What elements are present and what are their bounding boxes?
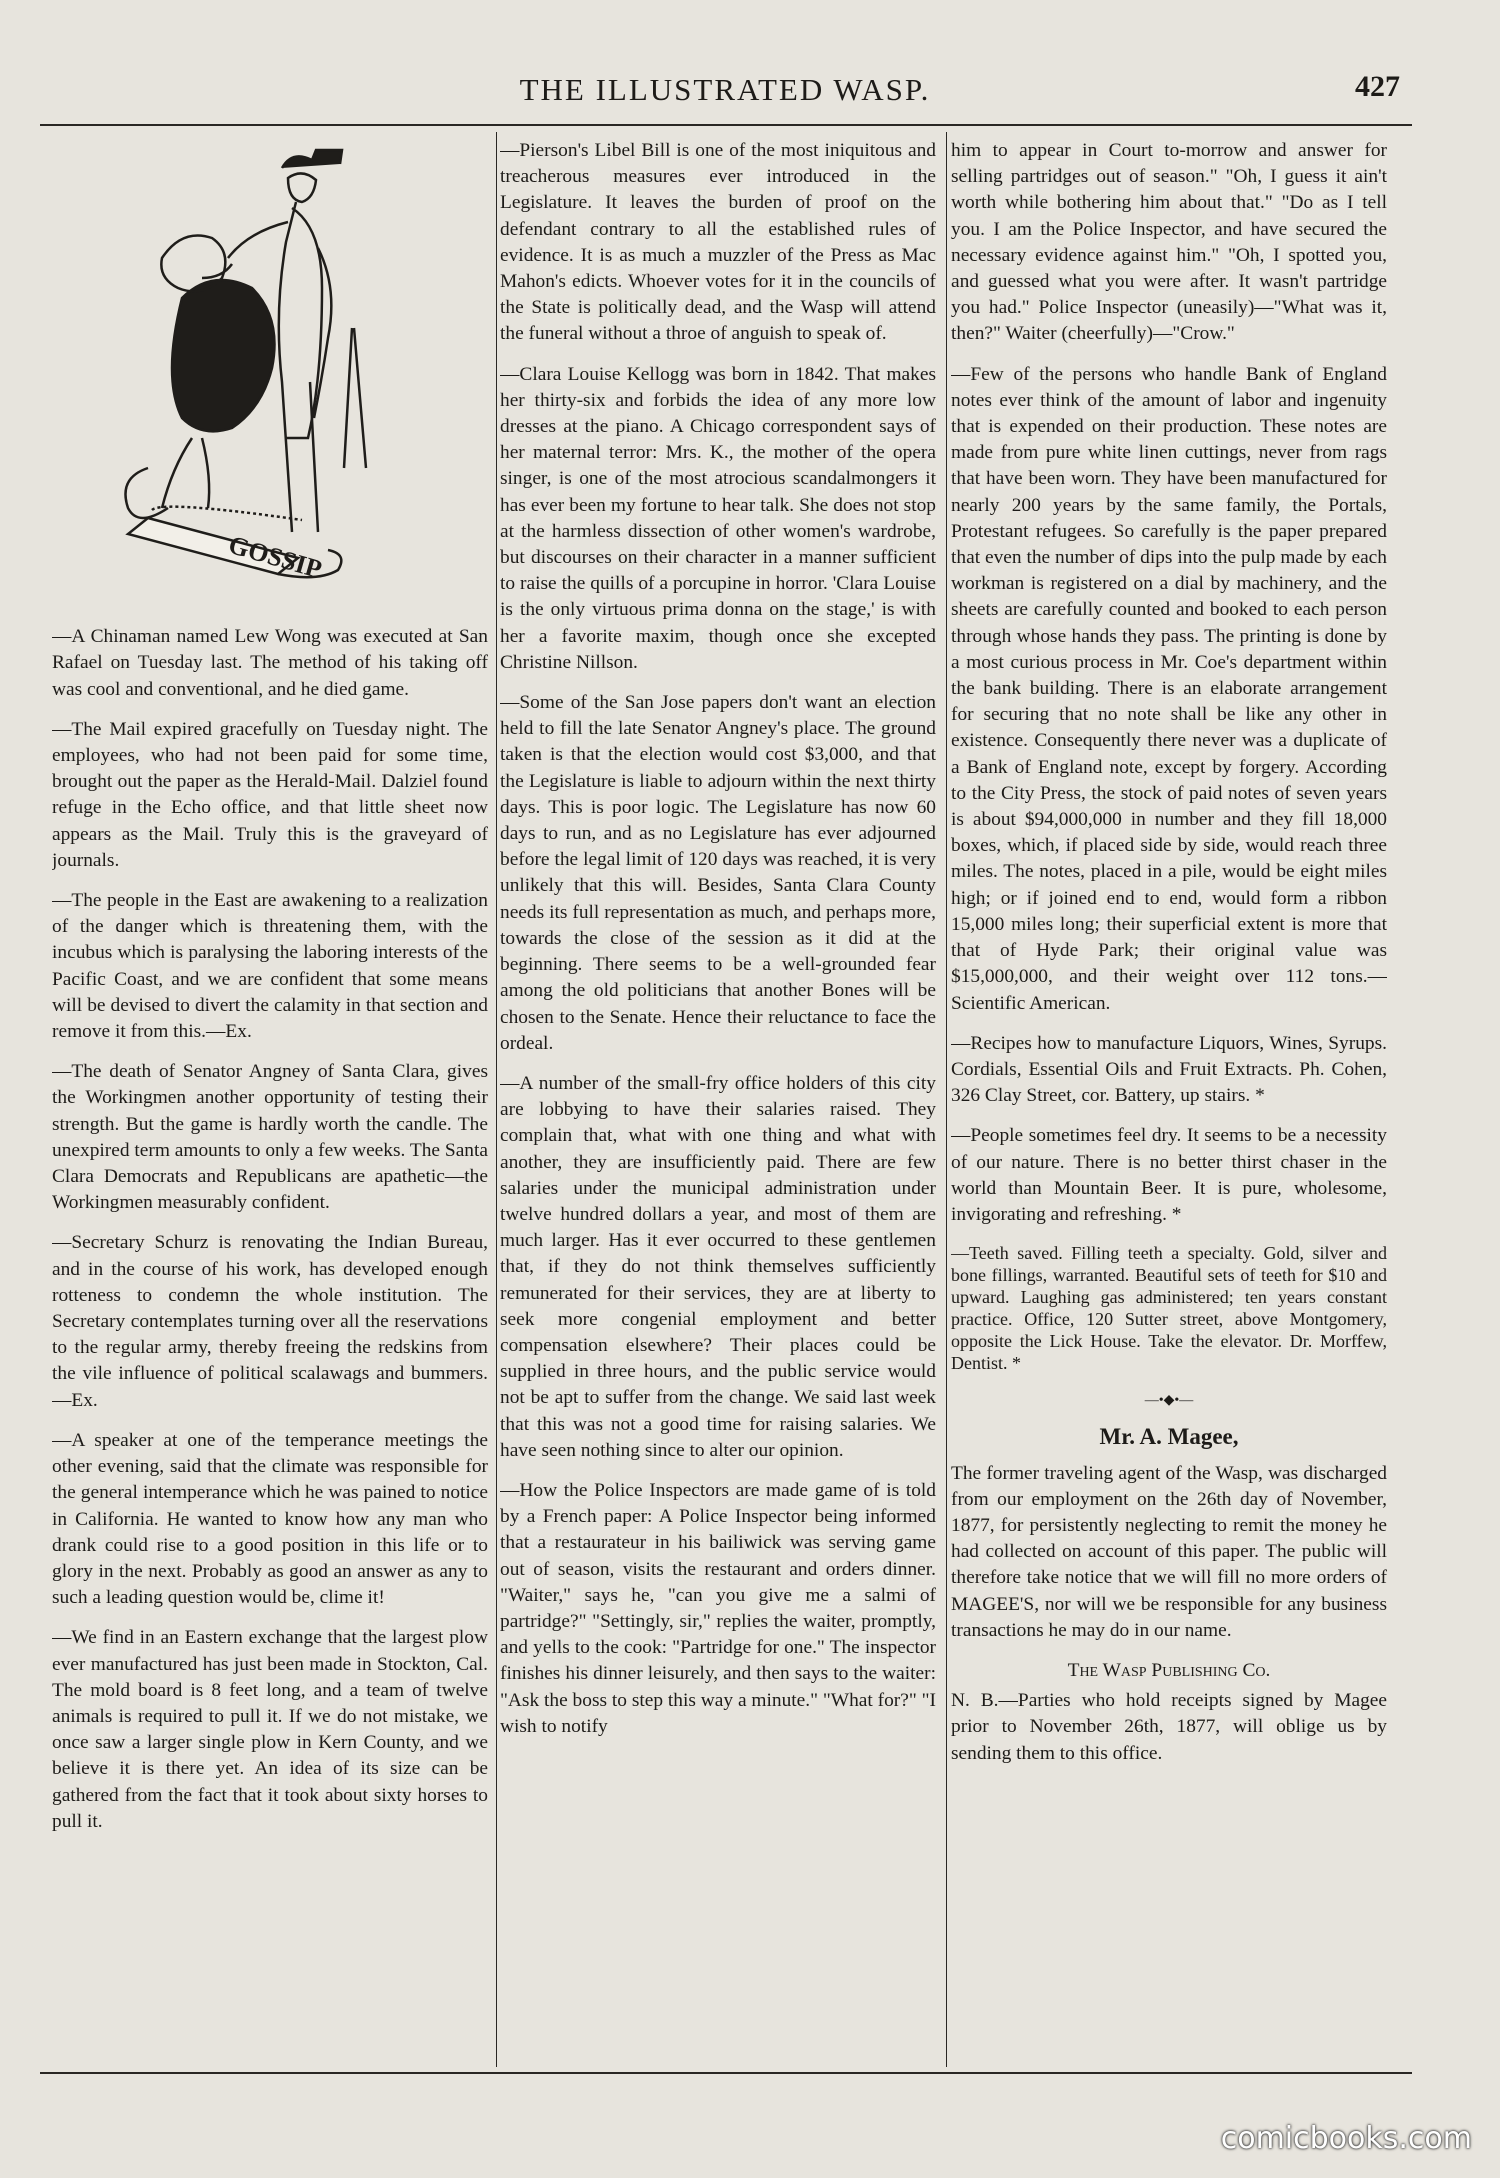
page-number: 427 (1355, 70, 1400, 103)
column-3 (951, 138, 1387, 2058)
page-header (40, 64, 1410, 118)
footer-rule (40, 2072, 1412, 2074)
article-paragraph: —The death of Senator Angney of Santa Clara, gives the Workingmen another opportunity of testing their strength. But the game is hardly worth the candle. The unexpired term amounts to only a few weeks. The Santa Clara Democrats and Republicans are apathetic—the Workingmen measurably confident. (52, 1061, 488, 1214)
advertisement-dentist: —Teeth saved. Filling teeth a specialty. Gold, silver and bone fillings, warranted. Beautiful sets of teeth for $10 and upward. Laughing gas administered; ten years constant practice. Office, 120 Sutter street, above Montgomery, opposite the Lick House. Take the elevator. Dr. Morffew, Dentist. * (951, 1243, 1387, 1374)
article-paragraph: —Pierson's Libel Bill is one of the most iniquitous and treacherous measures ever introduced in the Legislature. It leaves the burden of proof on the defendant contrary to all the established rules of evidence. It is as much a muzzler of the Press as Mac Mahon's edicts. Whoever votes for it in the councils of the State is politically dead, and the Wasp will attend the funeral without a throe of anguish to speak of. (500, 140, 936, 345)
publication-title: THE ILLUSTRATED WASP. (519, 72, 931, 107)
article-paragraph: —A Chinaman named Lew Wong was executed at San Rafael on Tuesday last. The method of his taking off was cool and conventional, and he died game. (52, 626, 488, 700)
article-paragraph: —The Mail expired gracefully on Tuesday night. The employees, who had not been paid for some time, brought out the paper as the Herald-Mail. Dalziel found refuge in the Echo office, and that little sheet now appears as the Mail. Truly this is the graveyard of journals. (52, 718, 488, 871)
column-1 (52, 138, 488, 2058)
site-watermark: comicbooks.com (1220, 2121, 1472, 2156)
advertisement-mountain-beer: —People sometimes feel dry. It seems to be a necessity of our nature. There is no better thirst chaser in the world than Mountain Beer. It is pure, wholesome, invigorating and refreshing. * (951, 1125, 1387, 1225)
article-paragraph: —Few of the persons who handle Bank of England notes ever think of the amount of labor and ingenuity that is expended on their production. These notes are made from pure white linen cuttings, never from rags that have been worn. They have been manufactured for nearly 200 years by the same family, the Portals, Protestant refugees. So carefully is the paper prepared that even the number of dips into the pulp made by each workman is registered on a dial by machinery, and the sheets are carefully counted and booked to each person through whose hands they pass. The printing is done by a most curious process in Mr. Coe's department within the bank building. There is an elaborate arrangement for securing that no note shall be like any other in existence. Consequently there never was a duplicate of a Bank of England note, except by forgery. According to the City Press, the stock of paid notes of seven years is about $94,000,000 in number and they fill 18,000 boxes, which, if placed side by side, would reach three miles. The notes, placed in a pile, would be eight miles high; or if joined end to end, would form a ribbon 15,000 miles long; their superficial extent is more that that of Hyde Park; their original value was $15,000,000, and their weight over 112 tons.—Scientific American. (951, 363, 1387, 1014)
notice-body: The former traveling agent of the Wasp, was discharged from our employment on the 26th day of November, 1877, for persistently neglecting to remit the money he had collected on account of this paper. The public will therefore take notice that we will fill no more orders of MAGEE'S, nor will we be responsible for any business transactions he may do in our name. (951, 1462, 1387, 1641)
notice-heading: Mr. A. Magee, (1099, 1424, 1239, 1450)
article-paragraph: —A speaker at one of the temperance meetings the other evening, said that the climate was responsible for the general intemperance which he was pained to notice in California. He wanted to know how any man who drank could rise to a good position in this life or to glory in the next. Probably as good an answer as any to such a leading question would be, clime it! (52, 1429, 488, 1609)
article-paragraph: —Secretary Schurz is renovating the Indian Bureau, and in the course of his work, has developed enough rotteness to condemn the whole institution. The Secretary contemplates turning over all the reservations to the regular army, thereby freeing the redskins from the vile influence of political scalawags and bummers.—Ex. (52, 1232, 488, 1411)
article-paragraph: —Clara Louise Kellogg was born in 1842. That makes her thirty-six and forbids the idea of any more low dresses at the piano. A Chicago correspondent says of her maternal terror: Mrs. K., the mother of the opera singer, is one of the most atrocious scandalmongers it has ever been my fortune to hear talk. She does not stop at the harmless dissection of other women's wardrobe, but discourses on their character in a manner sufficient to raise the quills of a porcupine in horror. 'Clara Louise is the only virtuous prima donna on the stage,' is with her a favorite maxim, though once she excepted Christine Nillson. (500, 363, 936, 673)
column-2 (500, 138, 936, 2058)
header-rule (40, 124, 1412, 126)
article-paragraph: —The people in the East are awakening to a realization of the danger which is threatening them, with the incubus which is paralysing the laboring interests of the Pacific Coast, and we are confident that some means will be devised to divert the calamity in that section and remove it from this.—Ex. (52, 890, 488, 1043)
ornament-divider: —•◆•— (1144, 1393, 1194, 1409)
article-paragraph: —Some of the San Jose papers don't want an election held to fill the late Senator Angney's place. The ground taken is that the election would cost $3,000, and that the Legislature is liable to adjourn within the next thirty days. This is poor logic. The Legislature has now 60 days to run, and as no Legislature has ever adjourned before the legal limit of 120 days was reached, it is very unlikely that this will. Besides, Santa Clara County needs its full representation as much, and perhaps more, towards the close of the session as it did at the beginning. There seems to be a well-grounded fear among the old politicians that another Bones will be chosen to the Senate. Hence their reluctance to face the ordeal. (500, 692, 936, 1054)
column-divider-2 (946, 132, 947, 2067)
gossip-banner-text: GOSSIP (225, 529, 326, 585)
article-paragraph: —We find in an Eastern exchange that the largest plow ever manufactured has just been made in Stockton, Cal. The mold board is 8 feet long, and a team of twelve animals is required to pull it. If we do not mistake, we once saw a larger single plow in Kern County, and we believe it is there yet. An idea of its size can be gathered from the fact that it took about sixty horses to pull it. (52, 1627, 488, 1832)
column-divider-1 (496, 132, 497, 2067)
gossip-cartoon-illustration (52, 138, 488, 606)
notice-signature: The Wasp Publishing Co. (1067, 1659, 1271, 1681)
advertisement-liquors: —Recipes how to manufacture Liquors, Wines, Syrups. Cordials, Essential Oils and Fruit Extracts. Ph. Cohen, 326 Clay Street, cor. Battery, up stairs. * (951, 1032, 1387, 1107)
article-paragraph: him to appear in Court to-morrow and answer for selling partridges out of season." "Oh, I guess it ain't worth while bothering him about that." "Do as I tell you. I am the Police Inspector, and have secured the necessary evidence against him." "Oh, I spotted you, and guessed what you were after. It wasn't partridge you had." Police Inspector (uneasily)—"What was it, then?" Waiter (cheerfully)—"Crow." (951, 140, 1387, 345)
article-paragraph: —A number of the small-fry office holders of this city are lobbying to have their salaries raised. They complain that, what with one thing and what with another, they are insufficiently paid. There are few salaries under the municipal administration under twelve hundred dollars a year, and most of them are much larger. Has it ever occurred to these gentlemen that, if they do not think themselves sufficiently remunerated for their services, they are at liberty to seek more congenial employment and better compensation elsewhere? Their places could be supplied in three hours, and the public service would not be apt to suffer from the change. We said last week that this was not a good time for raising salaries. We have seen nothing since to alter our opinion. (500, 1072, 936, 1461)
notice-postscript: N. B.—Parties who hold receipts signed by Magee prior to November 26th, 1877, will oblige us by sending them to this office. (951, 1690, 1387, 1764)
article-paragraph: —How the Police Inspectors are made game of is told by a French paper: A Police Inspector being informed that a restaurateur in his bailiwick was serving game out of season, visits the restaurant and orders dinner. "Waiter," says he, "can you give me a salmi of partridge?" "Settingly, sir," replies the waiter, promptly, and yells to the cook: "Partridge for one." The inspector finishes his dinner leisurely, and then says to the waiter: "Ask the boss to step this way a minute." "What for?" "I wish to notify (500, 1479, 936, 1737)
